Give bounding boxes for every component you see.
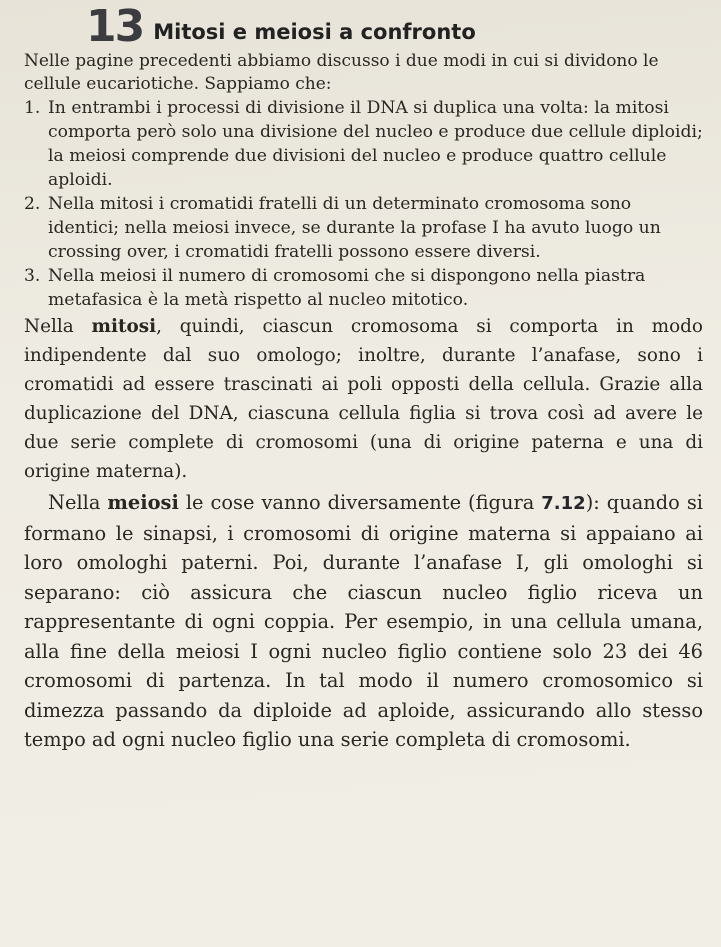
figure-reference: 7.12 [541, 493, 586, 514]
mitosis-paragraph-start: Nella [24, 316, 92, 337]
chapter-number: 13 [86, 1, 144, 52]
list-item [24, 96, 703, 192]
intro-paragraph: Nelle pagine precedenti abbiamo discusso i due modi in cui si dividono le cellule eucariotiche. Sappiamo che: [24, 51, 659, 94]
section-title: Mitosi e meiosi a confronto [153, 20, 476, 44]
mitosis-paragraph-text: , quindi, ciascun cromosoma si comporta in modo indipendente dal suo omologo; inoltre, durante l’anafase, sono i cromatidi ad essere trascinati ai poli opposti della cellula. Grazie alla duplicazione del DNA, ciascuna cellula figlia si trova così ad avere le due serie complete di cromosomi (una di origine paterna e una di origine materna). [24, 316, 703, 482]
list-text: In entrambi i processi di divisione il DNA si duplica una volta: la mitosi comporta però solo una divisione del nucleo e produce due cellule diploidi; la meiosi comprende due divisioni del nucleo e produce quattro cellule aploidi. [48, 98, 703, 190]
comparison-list [24, 96, 703, 312]
meiosis-paragraph-start: Nella [48, 491, 108, 514]
term-mitosi: mitosi [91, 316, 157, 337]
list-item [24, 264, 703, 312]
list-number: 1. [24, 98, 41, 118]
list-item [24, 192, 703, 264]
list-number: 2. [24, 194, 41, 214]
term-meiosi: meiosi [107, 491, 179, 514]
list-text: Nella mitosi i cromatidi fratelli di un determinato cromosoma sono identici; nella meiosi invece, se durante la profase I ha avuto luogo un crossing over, i cromatidi fratelli possono essere diversi. [48, 194, 661, 262]
meiosis-paragraph-text: ): quando si formano le sinapsi, i cromosomi di origine materna si appaiano ai loro omologhi paterni. Poi, durante l’anafase I, gli omologhi si separano: ciò assicura che ciascun nucleo figlio riceva un rappresentante di ogni coppia. Per esempio, in una cellula umana, alla fine della meiosi I ogni nucleo figlio contiene solo 23 dei 46 cromosomi di partenza. In tal modo il numero cromosomico si dimezza passando da diploide ad aploide, assicurando allo stesso tempo ad ogni nucleo figlio una serie completa di cromosomi. [24, 491, 703, 751]
section-heading [86, 1, 703, 52]
list-number: 3. [24, 266, 41, 286]
meiosis-paragraph-middle: le cose vanno diversamente (figura [178, 491, 542, 514]
meiosis-paragraph [24, 488, 703, 755]
mitosis-paragraph [24, 312, 703, 486]
list-text: Nella meiosi il numero di cromosomi che si dispongono nella piastra metafasica è la metà rispetto al nucleo mitotico. [48, 266, 646, 310]
